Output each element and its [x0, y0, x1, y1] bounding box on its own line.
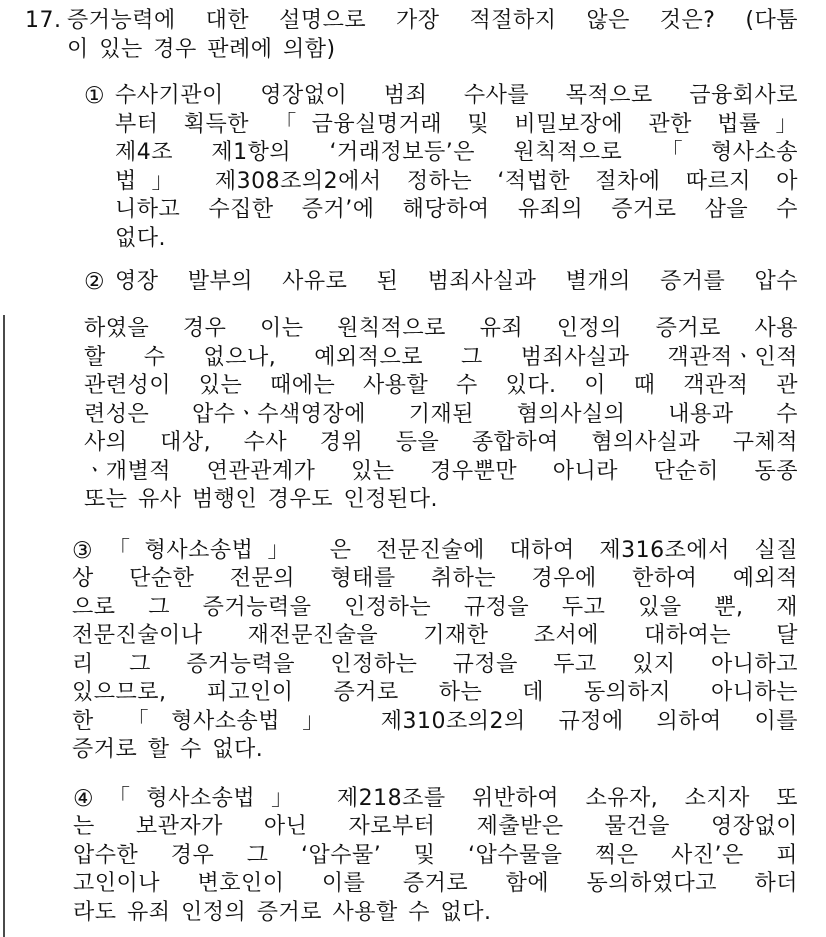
text-line: 영장 발부의 사유로 된 범죄사실과 별개의 증거를 압수: [115, 269, 798, 294]
text-line: 관련성이 있는 때에는 사용할 수 있다. 이 때 객관적 관: [84, 373, 798, 398]
text-line: 는 보관자가 아닌 자로부터 제출받은 물건을 영장없이: [73, 814, 798, 839]
option-1-marker-icon: ①: [84, 83, 106, 109]
option-2-marker-icon: ②: [84, 269, 106, 295]
option-text-block: [0, 82, 826, 253]
option-text-block: [0, 537, 826, 765]
question-title: [67, 7, 798, 64]
text-line: 련성은 압수ㆍ수색영장에 기재된 혐의사실의 내용과 수: [84, 401, 798, 427]
question-title-line: 이 있는 경우 판례에 의함): [67, 36, 336, 62]
text-line: 전문진술이나 재전문진술을 기재한 조서에 대하여는 달: [72, 623, 798, 648]
text-line: 으로 그 증거능력을 인정하는 규정을 두고 있을 뿐, 재: [72, 594, 798, 620]
option-1: [0, 82, 826, 253]
option-text-block: [0, 268, 826, 297]
text-line: 사의 대상, 수사 경위 등을 종합하여 혐의사실과 구체적: [84, 430, 798, 455]
text-line: 할 수 없으나, 예외적으로 그 범죄사실과 객관적ㆍ인적: [84, 344, 798, 370]
text-line: 「형사소송법」 은 전문진술에 대하여 제316조에서 실질: [108, 537, 798, 563]
option-4-marker-icon: ④: [73, 785, 95, 812]
option-3: [0, 537, 826, 765]
text-line: 하였을 경우 이는 원칙적으로 유죄 인정의 증거로 사용: [84, 316, 798, 341]
text-line: 있으므로, 피고인이 증거로 하는 데 동의하지 아니하는: [72, 680, 798, 705]
question-number: 17.: [25, 8, 62, 33]
options-list: [0, 82, 826, 927]
option-text-block: [0, 315, 826, 515]
text-line: 상 단순한 전문의 형태를 취하는 경우에 한하여 예외적: [72, 566, 798, 591]
text-line: 리 그 증거능력을 인정하는 규정을 두고 있지 아니하고: [72, 651, 798, 677]
text-line: 라도 유죄 인정의 증거로 사용할 수 없다.: [73, 899, 492, 925]
text-line: 증거로 할 수 없다.: [72, 737, 264, 762]
text-line: 법」 제308조의2에서 정하는 ‘적법한 절차에 따르지 아: [115, 168, 798, 194]
text-line: 고인이나 변호인이 이를 증거로 함에 동의하였다고 하더: [73, 871, 798, 896]
text-line: 부터 획득한 「금융실명거래 및 비밀보장에 관한 법률」: [115, 111, 798, 137]
question-title-line: 증거능력에 대한 설명으로 가장 적절하지 않은 것은? (다툼: [67, 8, 798, 33]
text-line: 니하고 수집한 증거’에 해당하여 유죄의 증거로 삼을 수: [115, 197, 798, 222]
option-4: [0, 785, 826, 928]
text-line: 수사기관이 영장없이 범죄 수사를 목적으로 금융회사로: [115, 83, 798, 108]
text-line: 또는 유사 범행인 경우도 인정된다.: [84, 487, 438, 512]
option-2: [0, 268, 826, 515]
text-line: 없다.: [115, 225, 166, 251]
option-text-block: [0, 785, 826, 928]
text-line: 한 「형사소송법」 제310조의2의 규정에 의하여 이를: [72, 708, 798, 734]
text-line: 압수한 경우 그 ‘압수물’ 및 ‘압수물을 찍은 사진’은 피: [73, 842, 798, 868]
text-line: 「형사소송법」 제218조를 위반하여 소유자, 소지자 또: [108, 785, 798, 811]
option-3-marker-icon: ③: [72, 537, 94, 564]
text-line: 제4조 제1항의 ‘거래정보등’은 원칙적으로 「형사소송: [115, 140, 798, 165]
text-line: ㆍ개별적 연관관계가 있는 경우뿐만 아니라 단순히 동종: [84, 458, 798, 484]
